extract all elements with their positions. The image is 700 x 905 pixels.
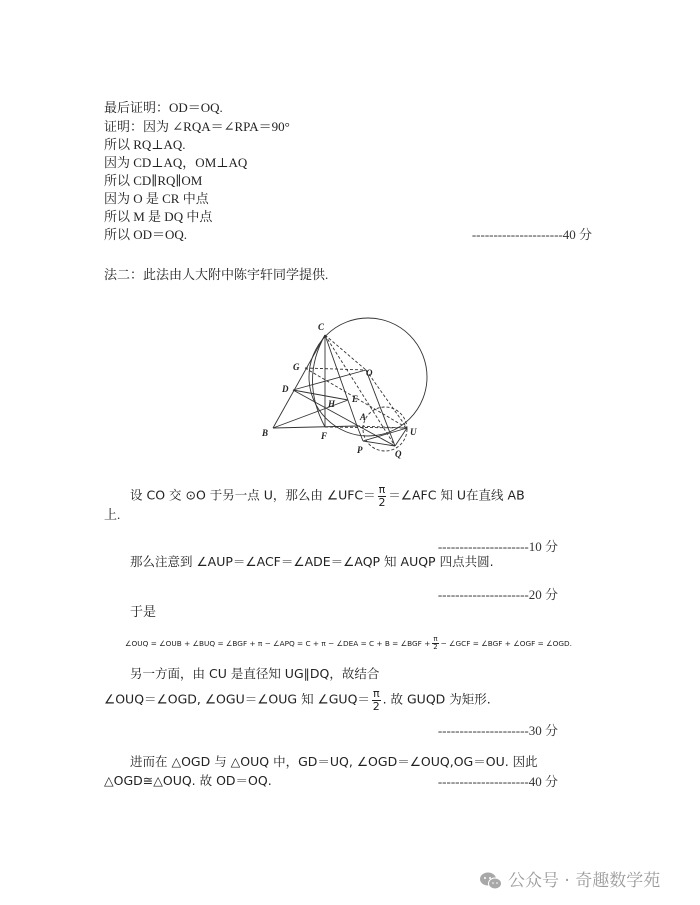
text: 设 CO 交 ⊙O 于另一点 U，那么由 ∠UFC＝	[130, 487, 376, 503]
label-e: E	[352, 394, 359, 404]
text: ∠OUQ = ∠OUB + ∠BUQ = ∠BGF + π − ∠APQ = C + π − ∠DEA = C + B = ∠BGF +	[125, 638, 431, 648]
denominator: 2	[433, 643, 438, 652]
paragraph-5: 进而在 △OGD 与 △OUQ 中，GD＝UQ, ∠OGD＝∠OUQ,OG＝OU. 因此	[130, 754, 538, 769]
paragraph-4-cont	[104, 688, 491, 712]
label-q: Q	[395, 449, 402, 459]
paragraph-3: 于是	[130, 604, 157, 619]
fraction	[372, 688, 381, 712]
proof-line: 所以 RQ⊥AQ.	[104, 137, 186, 152]
text: . 故 GUQD 为矩形.	[382, 691, 491, 707]
proof-line: 所以 M 是 DQ 中点	[104, 209, 213, 224]
proof-line: 因为 CD⊥AQ，OM⊥AQ	[104, 155, 248, 170]
proof-line: 所以 OD＝OQ.	[104, 227, 188, 242]
geometry-diagram	[240, 310, 440, 470]
angle-formula	[125, 636, 572, 652]
proof-line: 所以 CD∥RQ∥OM	[104, 173, 203, 188]
label-p: P	[357, 445, 363, 455]
text: ∠OUQ＝∠OGD, ∠OGU＝∠OUG 知 ∠GUQ＝	[104, 691, 370, 707]
proof-line: 因为 O 是 CR 中点	[104, 191, 209, 206]
label-a: A	[360, 412, 367, 422]
proof-line: 证明：因为 ∠RQA＝∠RPA＝90°	[104, 119, 290, 134]
numerator: π	[378, 483, 386, 496]
text: − ∠GCF = ∠BGF + ∠OGF = ∠OGD.	[440, 638, 572, 648]
numerator: π	[372, 687, 380, 700]
proof-line: 最后证明：OD＝OQ.	[104, 100, 223, 115]
method-title: 法二：此法由人大附中陈宇轩同学提供.	[104, 267, 329, 282]
label-g: G	[293, 362, 300, 372]
fraction	[378, 484, 387, 508]
paragraph-2: 那么注意到 ∠AUP＝∠ACF＝∠ADE＝∠AQP 知 AUQP 四点共圆.	[130, 554, 494, 569]
score-marker: ---------------------40 分	[471, 227, 592, 242]
label-b: B	[262, 428, 269, 438]
label-h: H	[328, 399, 336, 409]
watermark-text: 公众号 · 奇趣数学苑	[508, 871, 661, 891]
paragraph-1	[130, 484, 525, 508]
score-marker: ---------------------10 分	[437, 539, 558, 554]
wechat-icon	[480, 872, 502, 890]
label-u: U	[410, 427, 417, 437]
label-o: O	[366, 368, 373, 378]
score-marker: ---------------------20 分	[437, 587, 558, 602]
watermark	[480, 866, 660, 891]
paragraph-4: 另一方面，由 CU 是直径知 UG∥DQ，故结合	[130, 666, 380, 681]
paragraph-5-cont: △OGD≅△OUQ. 故 OD＝OQ.	[104, 773, 272, 788]
label-c: C	[318, 322, 325, 332]
score-marker: ---------------------40 分	[437, 774, 558, 789]
label-d: D	[282, 384, 289, 394]
fraction	[432, 636, 438, 652]
numerator: π	[433, 635, 438, 643]
score-marker: ---------------------30 分	[437, 723, 558, 738]
denominator: 2	[372, 699, 380, 713]
text: ＝∠AFC 知 U在直线 AB	[388, 487, 525, 503]
denominator: 2	[378, 495, 386, 509]
label-f: F	[321, 431, 328, 441]
paragraph-1-cont: 上.	[104, 507, 121, 522]
